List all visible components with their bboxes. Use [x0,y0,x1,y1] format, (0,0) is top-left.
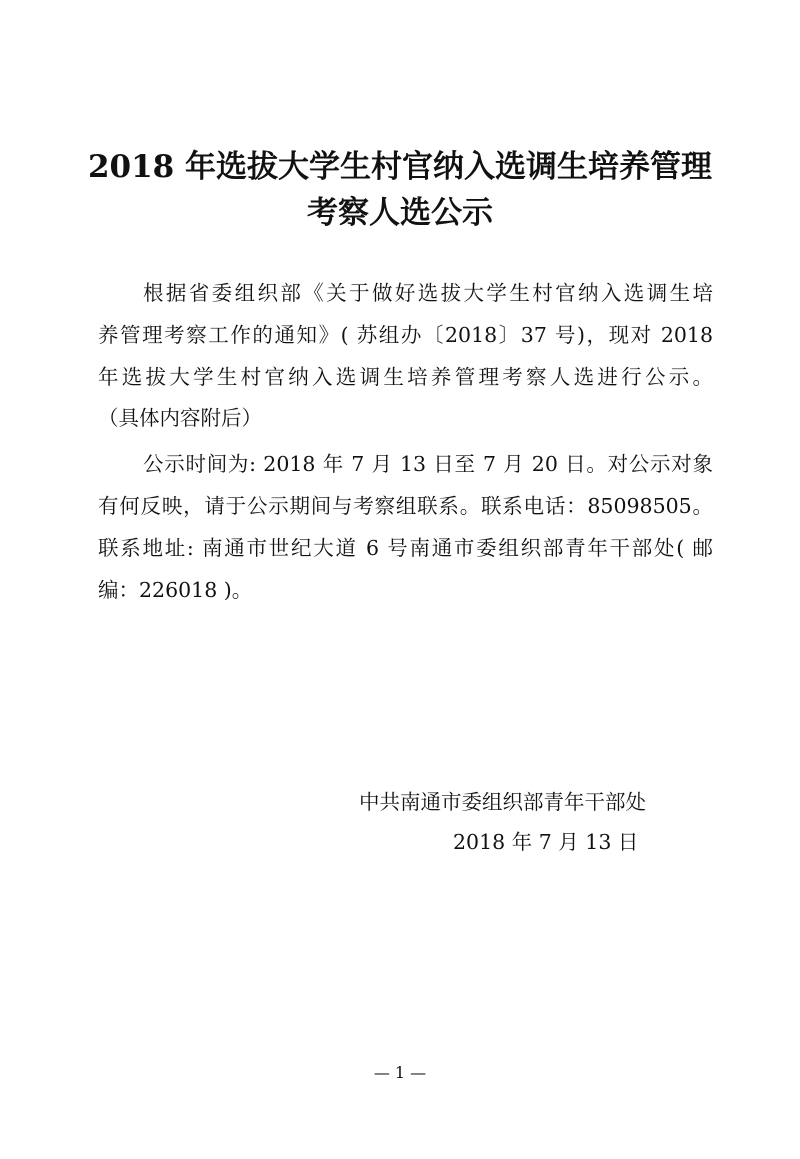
body-paragraph-1-line-4: （具体内容附后） [98,406,262,430]
page-number: — 1 — [373,1063,427,1082]
body-paragraph-1-line-3: 年选拔大学生村官纳入选调生培养管理考察人选进行公示。 [98,365,713,389]
body-paragraph-2-line-1: 公示时间为: 2018 年 7 月 13 日至 7 月 20 日。对公示对象 [143,452,713,476]
document-title-line-2: 考察人选公示 [307,195,493,231]
signature-organization: 中共南通市委组织部青年干部处 [359,790,646,814]
signature-date: 2018 年 7 月 13 日 [453,830,639,854]
body-paragraph-1-line-2: 养管理考察工作的通知》( 苏组办〔2018〕37 号)，现对 2018 [98,323,713,347]
body-paragraph-2-line-2: 有何反映，请于公示期间与考察组联系。联系电话：85098505。 [98,494,713,518]
document-title-line-1: 2018 年选拔大学生村官纳入选调生培养管理 [87,149,713,185]
body-paragraph-2-line-4: 编：226018 )。 [98,578,253,602]
body-paragraph-2-line-3: 联系地址: 南通市世纪大道 6 号南通市委组织部青年干部处( 邮 [98,536,713,560]
body-paragraph-1-line-1: 根据省委组织部《关于做好选拔大学生村官纳入选调生培 [143,281,713,305]
